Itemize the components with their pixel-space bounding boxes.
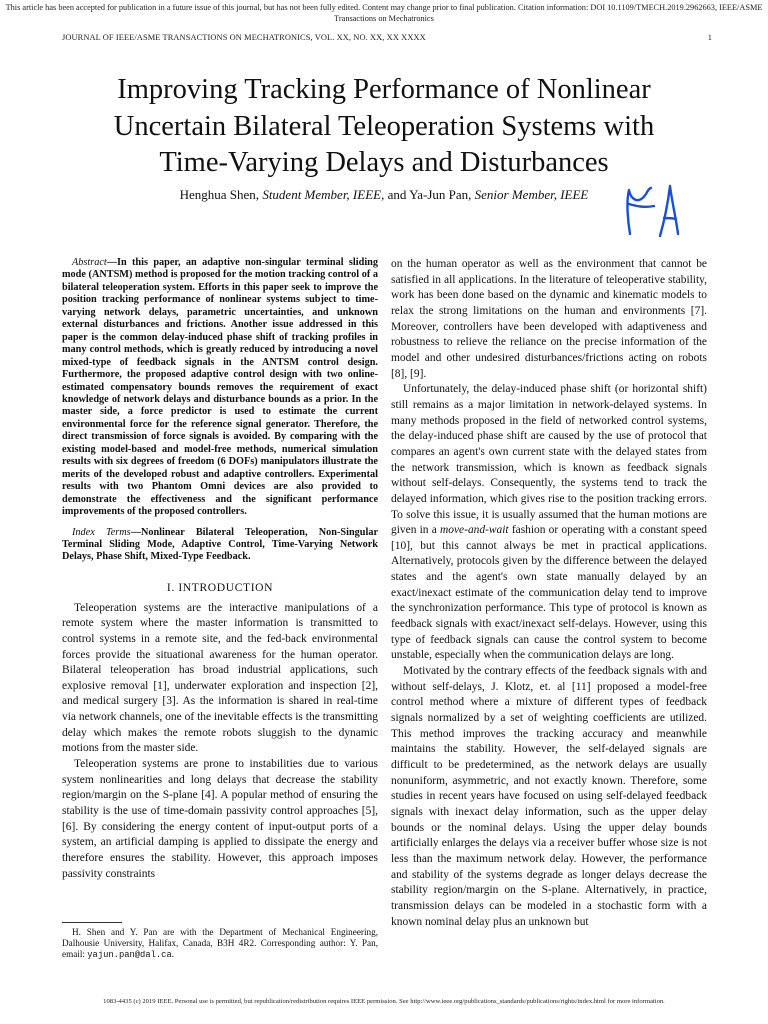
author-2-name: Ya-Jun Pan, [409, 187, 472, 202]
title-line-2: Uncertain Bilateral Teleoperation Systems with [113, 110, 655, 142]
author-2-role: Senior Member, IEEE [474, 187, 589, 202]
author-1-role: Student Member, IEEE, [262, 187, 385, 202]
left-column [62, 257, 378, 882]
intro-paragraph-1: Teleoperation systems are the interactive manipulations of a remote system where the master information is transmitted to control systems in a remote site, and the fed-back environmental forces provide the situational awareness for the human operator. Bilateral teleoperation has broad industrial applications, such explosive removal [1], underwater exploration and inspection [2], and medical surgery [3]. As the information is shared in real-time via network channels, one of the inevitable effects is the transmitting delay which makes the remote robots sluggish to the dynamic motions from the master side. [62, 601, 378, 755]
page-number: 1 [707, 33, 712, 42]
right-paragraph-1: on the human operator as well as the environment that cannot be satisfied in all applications. In the literature of teleoperative stability, work has been done based on the dynamic and kinematic models to relax the strong limitations on the human and environments [7]. Moreover, controllers have been developed with adaptiveness and robustness to relieve the reliance on the precise information of the model and other undesired disturbances/frictions acting on robots [8], [9]. [391, 258, 707, 380]
abstract [62, 257, 378, 519]
paper-title [40, 72, 728, 182]
footnote-email: yajun.pan@dal.ca [87, 950, 172, 961]
right-paragraph-2 [391, 382, 707, 664]
right-column [391, 257, 707, 930]
author-conjunction: and [387, 187, 407, 202]
right-paragraph-3: Motivated by the contrary effects of the feedback signals with and without self-delays, J. Klotz, et. al [11] proposed a model-free control method where a mixture of different types of feedback signals normalized by a set of weighting coefficients are utilized. This method improves the tracking accuracy and meanwhile maintains the stability. However, the self-delayed signals are difficult to be predetermined, as the network delays are usually nonuniform, asymmetric, and not exactly known. Therefore, some studies in recent years have focused on using self-delayed feedback signals with inexact delay information, such as the upper delay bounds or the nominal delays. Using the upper delay bounds artificially enlarges the delays via a receiver buffer whose size is not less than the maximum network delay. However, the performance and stability of the systems degrade as longer delays decrease the stability region/margin on the S-plane. Alternatively, in practice, transmission delays can be modeled in a stochastic form with a known nominal delay plus an unknown but [391, 665, 707, 928]
index-terms [62, 527, 378, 564]
section-heading-introduction: I. INTRODUCTION [166, 580, 274, 594]
abstract-text: —In this paper, an adaptive non-singular terminal sliding mode (ANTSM) method is proposed for the motion tracking control of a bilateral teleoperation system. Efforts in this paper seek to improve the position tracking performance of nonlinear systems subject to time-varying network delays, parametric uncertainties, and unknown external disturbances and frictions. Another issue addressed in this paper is the common delay-induced phase shift of tracking profiles in many control methods, which is greatly reduced by introducing a novel mixed-type of feedback signals in the ANTSM control design. Furthermore, the proposed adaptive control design with two online-estimated compensatory bounds removes the requirement of exact knowledge of network delays and disturbance bounds as a prior. In the master side, a force predictor is used to estimate the current environmental force for the reference signal generator. Therefore, the direct transmission of force signals is avoided. By comparing with the existing model-based and model-free methods, numerical simulation results with six degrees of freedom (6 DOFs) manipulators illustrate the merits of the developed robust and adaptive controllers. Experimental results with two Phantom Omni devices are also provided to demonstrate the effectiveness and the significant performance improvements of the proposed controllers. [62, 257, 378, 518]
index-terms-label: Index Terms [72, 526, 131, 538]
banner-line-2: Transactions on Mechatronics [334, 13, 434, 23]
right-paragraph-2-text-a: Unfortunately, the delay-induced phase shift (or horizontal shift) still remains as a major limitation in network-delayed systems. In many methods proposed in the field of networked control systems, the delay-induced phase shift are caused by the use of protocol that compares an agent's own current state with the delayed states from the network transmission, which is known as feedback signals without self-delays. Consequently, the systems tend to track the delayed information, which gives rise to the position tracking errors. To solve this issue, it is usually assumed that the human motions are given in a [391, 383, 707, 537]
intro-paragraph-2: Teleoperation systems are prone to instabilities due to various system nonlinearities and long delays that decrease the stability region/margin on the S-plane [4]. A popular method of ensuring the stability is the use of time-domain passivity control approaches [5], [6]. By considering the energy content of input-output ports of a system, an artificial damping is applied to dissipate the energy and therefore ensures the stability. However, this approach imposes passivity constraints [62, 758, 378, 880]
running-head [62, 33, 712, 42]
copyright-notice: 1083-4435 (c) 2019 IEEE. Personal use is permitted, but republication/redistribution requires IEEE permission. See http://www.ieee.org/publications_standards/publications/rights/index.html for more information. [103, 998, 665, 1005]
handwritten-signature [620, 182, 684, 240]
accepted-article-banner [0, 3, 768, 24]
title-line-1: Improving Tracking Performance of Nonlinear [117, 74, 651, 105]
footnote-rule [62, 922, 122, 923]
author-1-name: Henghua Shen, [179, 187, 260, 202]
footnote-end: . [171, 949, 175, 960]
title-line-3: Time-Varying Delays and Disturbances [159, 147, 609, 178]
abstract-label: Abstract [72, 257, 107, 268]
footnote-paragraph [62, 927, 378, 962]
footnote-text: H. Shen and Y. Pan are with the Department of Mechanical Engineering, Dalhousie University, Halifax, Canada, B3H 4R2. Corresponding author: Y. Pan, email: [62, 927, 378, 960]
right-paragraph-2-text-b: fashion or operating with a constant speed [10], but this cannot always be met in practical applications. Alternatively, protocols given by the difference between the delayed states and the agent's own state manually delayed by an exact/inexact estimate of the communication delay tend to improve the synchronization performance. This type of protocol is known as feedback signals with exact/inexact self-delays. However, using this type of feedback signals can cause the control system to become unstable, especially when the communication delays are long. [391, 524, 707, 662]
right-paragraph-2-emphasis: move-and-wait [440, 524, 509, 537]
index-terms-text: —Nonlinear Bilateral Teleoperation, Non-Singular Terminal Sliding Mode, Adaptive Control, Time-Varying Network Delays, Phase Shift, Mixed-Type Feedback. [62, 526, 379, 563]
banner-line-1: This article has been accepted for publication in a future issue of this journal, but has not been fully edited. Content may change prior to final publication. Citation information: DOI 10.1109/TMECH.2019.2962663, IEEE/ASME [5, 3, 763, 12]
journal-name: JOURNAL OF IEEE/ASME TRANSACTIONS ON MECHATRONICS, VOL. XX, NO. XX, XX XXXX [62, 33, 426, 42]
author-line [60, 187, 708, 203]
author-affiliation-footnote [62, 922, 378, 962]
